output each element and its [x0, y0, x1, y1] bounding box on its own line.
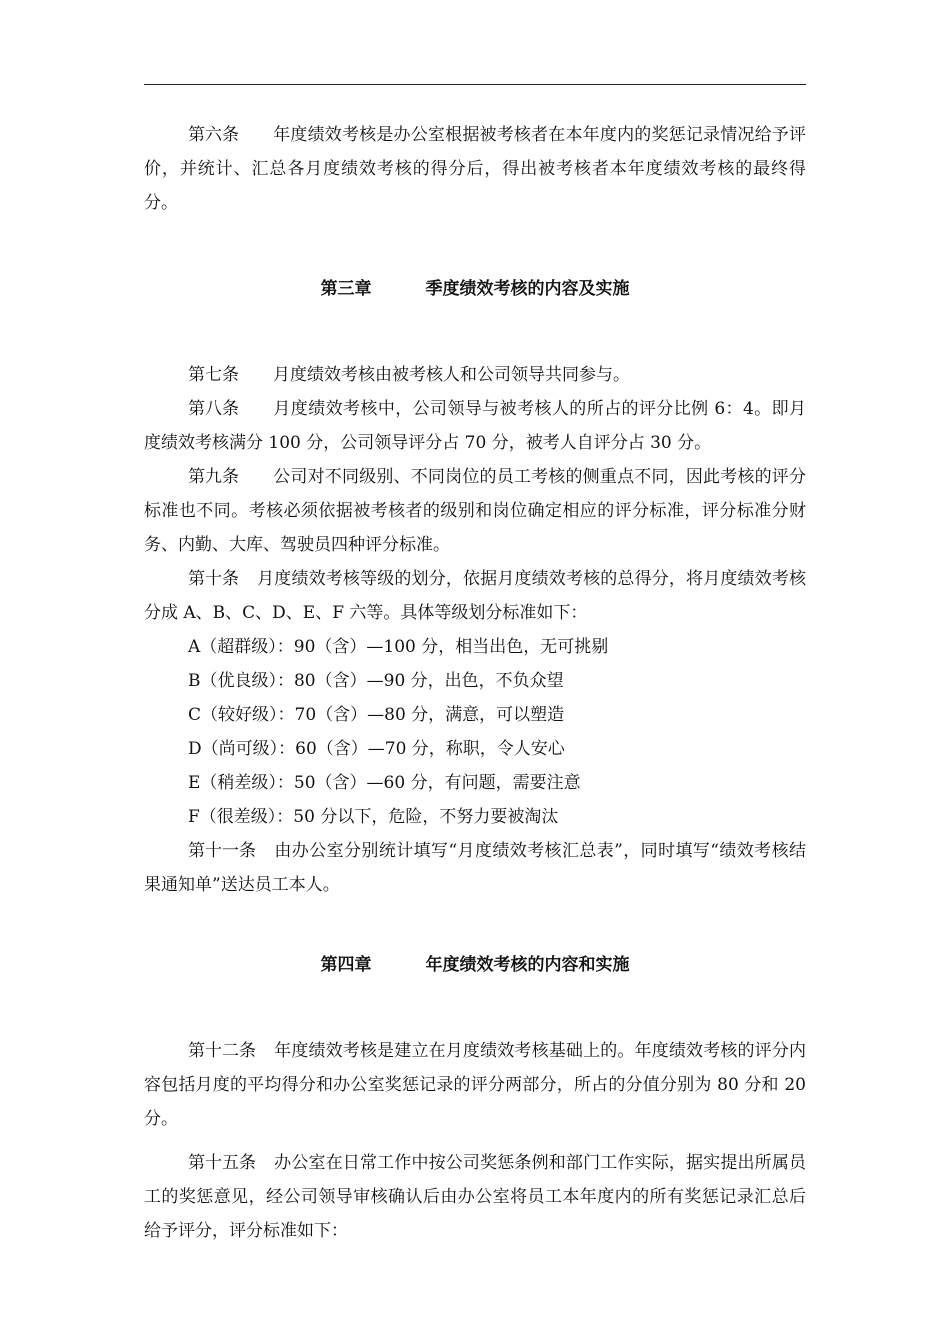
grade-item: A（超群级）：90（含）—100 分，相当出色，无可挑剔 [188, 637, 609, 657]
article-label: 第六条 [188, 125, 239, 145]
chapter-title: 年度绩效考核的内容和实施 [425, 955, 630, 975]
grade-item: F（很差级）：50 分以下，危险，不努力要被淘汰 [188, 807, 559, 827]
article-15 [144, 1146, 806, 1248]
article-text: 年度绩效考核是建立在月度绩效考核基础上的。年度绩效考核的评分内容包括月度的平均得分和办公室奖惩记录的评分两部分，所占的分值分别为 80 分和 20 分。 [144, 1041, 806, 1129]
article-7 [144, 358, 806, 392]
article-11 [144, 834, 806, 902]
article-9 [144, 460, 806, 562]
article-text: 办公室在日常工作中按公司奖惩条例和部门工作实际，据实提出所属员工的奖惩意见，经公司领导审核确认后由办公室将员工本年度内的所有奖惩记录汇总后给予评分，评分标准如下： [144, 1153, 806, 1241]
article-6 [144, 118, 806, 220]
article-text: 由办公室分别统计填写“月度绩效考核汇总表”，同时填写“绩效考核结果通知单”送达员工本人。 [144, 841, 806, 895]
chapter-3-heading [144, 272, 806, 306]
article-label: 第九条 [188, 467, 239, 487]
article-12 [144, 1034, 806, 1136]
chapter-title: 季度绩效考核的内容及实施 [425, 279, 630, 299]
grade-item: B（优良级）：80（含）—90 分，出色，不负众望 [188, 671, 564, 691]
article-text: 月度绩效考核由被考核人和公司领导共同参与。 [273, 365, 630, 385]
header-rule [144, 84, 806, 85]
article-10 [144, 562, 806, 630]
article-text: 月度绩效考核中，公司领导与被考核人的所占的评分比例 6：4。即月度绩效考核满分 100 分，公司领导评分占 70 分，被考人自评分占 30 分。 [144, 399, 806, 453]
article-label: 第十一条 [188, 841, 256, 861]
chapter-number: 第四章 [320, 955, 372, 975]
article-text: 公司对不同级别、不同岗位的员工考核的侧重点不同，因此考核的评分标准也不同。考核必须依据被考核者的级别和岗位确定相应的评分标准，评分标准分财务、内勤、大库、驾驶员四种评分标准。 [144, 467, 806, 555]
chapter-number: 第三章 [320, 279, 372, 299]
grade-item: E（稍差级）：50（含）—60 分，有问题，需要注意 [188, 773, 581, 793]
article-8 [144, 392, 806, 460]
article-label: 第七条 [188, 365, 239, 385]
grade-item: D（尚可级）：60（含）—70 分，称职，令人安心 [188, 739, 565, 759]
article-label: 第八条 [188, 399, 239, 419]
article-text: 月度绩效考核等级的划分，依据月度绩效考核的总得分，将月度绩效考核分成 A、B、C、D、E、F 六等。具体等级划分标准如下： [144, 569, 806, 623]
grade-item: C（较好级）：70（含）—80 分，满意，可以塑造 [188, 705, 565, 725]
document-body [144, 118, 806, 1248]
chapter-4-heading [144, 948, 806, 982]
article-label: 第十五条 [188, 1153, 256, 1173]
article-label: 第十二条 [188, 1041, 256, 1061]
article-text: 年度绩效考核是办公室根据被考核者在本年度内的奖惩记录情况给予评价，并统计、汇总各月度绩效考核的得分后，得出被考核者本年度绩效考核的最终得分。 [144, 125, 806, 213]
article-label: 第十条 [188, 569, 239, 589]
